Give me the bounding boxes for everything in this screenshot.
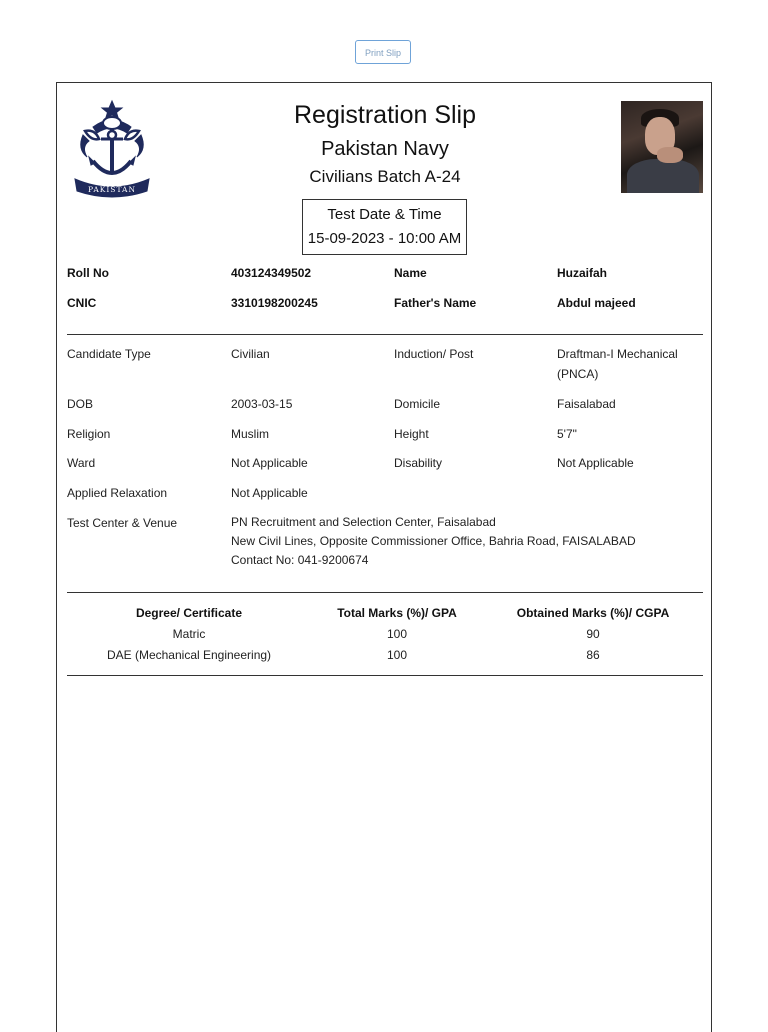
divider — [67, 592, 703, 593]
field-label: Height — [394, 427, 429, 441]
venue-address: New Civil Lines, Opposite Commissioner Office, Bahria Road, FAISALABAD — [231, 534, 636, 548]
svg-text:PAKISTAN: PAKISTAN — [87, 185, 137, 194]
test-date-label: Test Date & Time — [327, 206, 442, 223]
field-label: Applied Relaxation — [67, 486, 168, 500]
field-label: Induction/ Post — [394, 347, 474, 361]
field-value: Not Applicable — [231, 486, 308, 500]
field-value: Not Applicable — [557, 456, 634, 470]
roll-number: 403124349502 — [231, 266, 312, 280]
test-date-box — [302, 199, 467, 255]
father-name: Abdul majeed — [557, 296, 636, 310]
field-label: Domicile — [394, 397, 441, 411]
field-value: Draftman-I Mechanical (PNCA) — [557, 347, 678, 381]
venue-contact: Contact No: 041-9200674 — [231, 553, 369, 567]
degree-cell: Matric — [172, 627, 206, 641]
slip-title: Registration Slip — [293, 101, 477, 129]
field-label: Test Center & Venue — [67, 516, 178, 530]
field-value: Faisalabad — [557, 397, 616, 411]
field-label: Roll No — [67, 266, 109, 280]
organization-name: Pakistan Navy — [321, 138, 449, 160]
field-label: Candidate Type — [67, 347, 151, 361]
venue-details — [231, 513, 636, 570]
divider — [67, 334, 703, 335]
column-header: Total Marks (%)/ GPA — [337, 606, 457, 620]
print-slip-button[interactable]: Print Slip — [355, 40, 411, 64]
obtained-marks-cell: 90 — [586, 627, 600, 641]
column-header: Degree/ Certificate — [135, 606, 243, 620]
field-label: Ward — [67, 456, 96, 470]
field-value: 5'7" — [557, 427, 577, 441]
degree-cell: DAE (Mechanical Engineering) — [106, 648, 272, 662]
obtained-marks-cell: 86 — [586, 648, 600, 662]
candidate-photo — [621, 101, 703, 193]
field-label: Father's Name — [394, 296, 477, 310]
total-marks-cell: 100 — [386, 648, 408, 662]
field-value: Not Applicable — [231, 456, 308, 470]
venue-line: PN Recruitment and Selection Center, Faisalabad — [231, 515, 496, 529]
column-header: Obtained Marks (%)/ CGPA — [516, 606, 670, 620]
test-date-value: 15-09-2023 - 10:00 AM — [307, 230, 462, 247]
field-value: Civilian — [231, 347, 270, 361]
cnic-number: 3310198200245 — [231, 296, 318, 310]
batch-name: Civilians Batch A-24 — [309, 167, 461, 186]
field-value: 2003-03-15 — [231, 397, 293, 411]
field-label: DOB — [67, 397, 94, 411]
field-label: Disability — [394, 456, 443, 470]
field-value: Muslim — [231, 427, 269, 441]
divider — [67, 675, 703, 676]
registration-slip — [56, 82, 712, 1032]
candidate-name: Huzaifah — [557, 266, 608, 280]
field-label: Name — [394, 266, 427, 280]
field-label: Religion — [67, 427, 111, 441]
field-label: CNIC — [67, 296, 97, 310]
total-marks-cell: 100 — [386, 627, 408, 641]
